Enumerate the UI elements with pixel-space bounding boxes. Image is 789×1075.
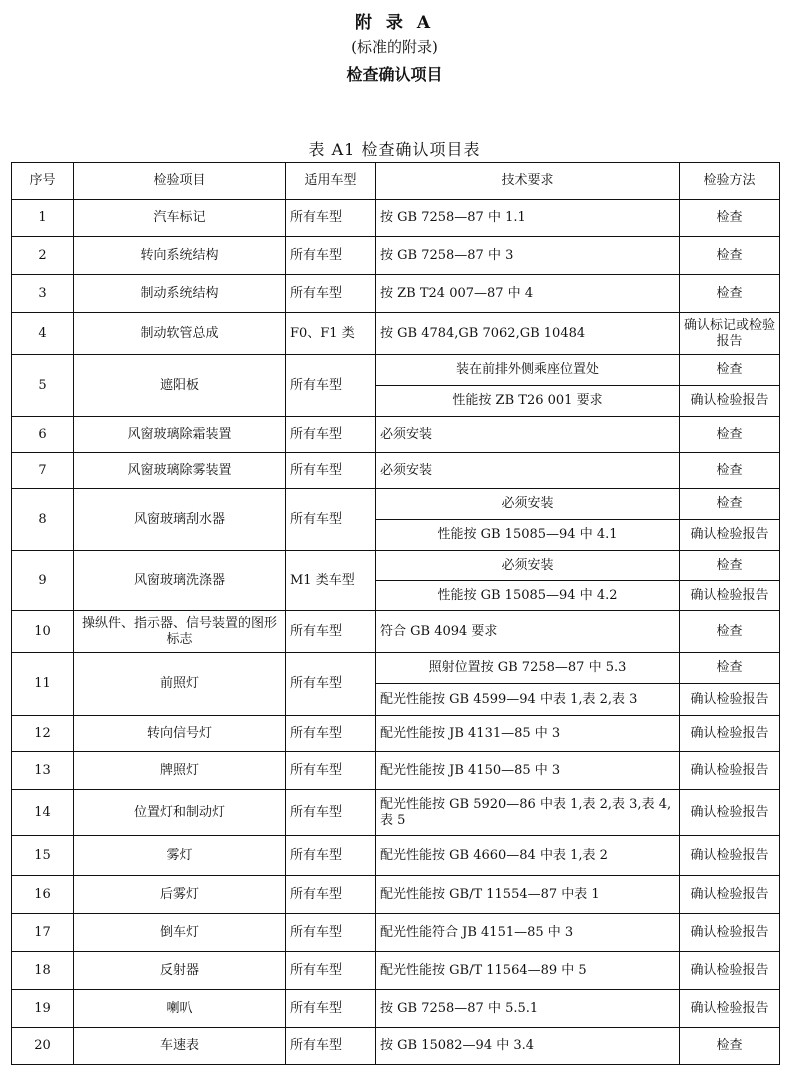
cell-number: 20	[12, 1028, 74, 1065]
cell-requirement: 配光性能按 GB 4660—84 中表 1,表 2	[376, 836, 680, 876]
cell-requirement: 按 GB 7258—87 中 1.1	[376, 200, 680, 237]
cell-requirement: 装在前排外侧乘座位置处	[376, 355, 680, 386]
cell-item: 操纵件、指示器、信号装置的图形标志	[74, 611, 286, 653]
cell-number: 11	[12, 653, 74, 716]
cell-requirement: 配光性能按 GB/T 11564—89 中 5	[376, 952, 680, 990]
cell-requirement: 性能按 GB 15085—94 中 4.2	[376, 581, 680, 611]
col-header-vehicle: 适用车型	[286, 163, 376, 200]
cell-method: 确认检验报告	[680, 914, 780, 952]
table-row	[12, 417, 780, 453]
cell-method: 检查	[680, 653, 780, 684]
appendix-title: 检查确认项目	[346, 65, 443, 84]
cell-item: 转向信号灯	[74, 716, 286, 752]
appendix-note: (标准的附录)	[351, 38, 438, 56]
table-body	[12, 200, 780, 1065]
cell-item: 转向系统结构	[74, 237, 286, 275]
cell-requirement: 按 GB 4784,GB 7062,GB 10484	[376, 313, 680, 355]
cell-method: 确认检验报告	[680, 520, 780, 551]
cell-requirement: 必须安装	[376, 489, 680, 520]
cell-method: 确认检验报告	[680, 752, 780, 790]
inspection-table	[11, 162, 780, 1065]
cell-vehicle: 所有车型	[286, 716, 376, 752]
cell-item: 制动软管总成	[74, 313, 286, 355]
cell-number: 14	[12, 790, 74, 836]
cell-method: 检查	[680, 489, 780, 520]
cell-method: 确认检验报告	[680, 684, 780, 716]
cell-method: 检查	[680, 237, 780, 275]
cell-vehicle: 所有车型	[286, 453, 376, 489]
col-header-method: 检验方法	[680, 163, 780, 200]
cell-requirement: 按 GB 7258—87 中 3	[376, 237, 680, 275]
col-header-number: 序号	[12, 163, 74, 200]
cell-item: 位置灯和制动灯	[74, 790, 286, 836]
cell-method: 确认检验报告	[680, 990, 780, 1028]
cell-number: 18	[12, 952, 74, 990]
table-row	[12, 200, 780, 237]
cell-item: 制动系统结构	[74, 275, 286, 313]
cell-method: 检查	[680, 1028, 780, 1065]
cell-number: 9	[12, 551, 74, 611]
cell-requirement: 性能按 ZB T26 001 要求	[376, 386, 680, 417]
cell-method: 检查	[680, 355, 780, 386]
cell-vehicle: 所有车型	[286, 355, 376, 417]
cell-method: 检查	[680, 200, 780, 237]
cell-vehicle: 所有车型	[286, 790, 376, 836]
cell-method: 确认检验报告	[680, 790, 780, 836]
cell-vehicle: 所有车型	[286, 417, 376, 453]
cell-vehicle: 所有车型	[286, 653, 376, 716]
cell-requirement: 按 GB 15082—94 中 3.4	[376, 1028, 680, 1065]
cell-requirement: 配光性能按 JB 4150—85 中 3	[376, 752, 680, 790]
cell-method: 确认检验报告	[680, 836, 780, 876]
cell-requirement: 照射位置按 GB 7258—87 中 5.3	[376, 653, 680, 684]
cell-item: 雾灯	[74, 836, 286, 876]
cell-vehicle: F0、F1 类	[286, 313, 376, 355]
cell-requirement: 按 GB 7258—87 中 5.5.1	[376, 990, 680, 1028]
table-row	[12, 653, 780, 684]
cell-requirement: 必须安装	[376, 417, 680, 453]
cell-vehicle: 所有车型	[286, 1028, 376, 1065]
cell-number: 15	[12, 836, 74, 876]
cell-requirement: 配光性能按 GB 5920—86 中表 1,表 2,表 3,表 4,表 5	[376, 790, 680, 836]
cell-vehicle: 所有车型	[286, 611, 376, 653]
cell-method: 检查	[680, 611, 780, 653]
cell-requirement: 配光性能按 JB 4131—85 中 3	[376, 716, 680, 752]
col-header-item: 检验项目	[74, 163, 286, 200]
cell-vehicle: 所有车型	[286, 990, 376, 1028]
table-row	[12, 952, 780, 990]
cell-requirement: 符合 GB 4094 要求	[376, 611, 680, 653]
cell-item: 车速表	[74, 1028, 286, 1065]
table-row	[12, 489, 780, 520]
cell-vehicle: 所有车型	[286, 952, 376, 990]
cell-number: 6	[12, 417, 74, 453]
table-header-row	[12, 163, 780, 200]
cell-vehicle: 所有车型	[286, 275, 376, 313]
cell-number: 8	[12, 489, 74, 551]
cell-vehicle: 所有车型	[286, 237, 376, 275]
table-row	[12, 1028, 780, 1065]
cell-method: 确认检验报告	[680, 716, 780, 752]
table-row	[12, 313, 780, 355]
cell-vehicle: 所有车型	[286, 752, 376, 790]
cell-method: 检查	[680, 275, 780, 313]
cell-method: 检查	[680, 417, 780, 453]
cell-vehicle: 所有车型	[286, 200, 376, 237]
table-row	[12, 914, 780, 952]
cell-method: 确认检验报告	[680, 386, 780, 417]
cell-item: 汽车标记	[74, 200, 286, 237]
table-row	[12, 453, 780, 489]
cell-item: 牌照灯	[74, 752, 286, 790]
cell-item: 反射器	[74, 952, 286, 990]
cell-method: 确认检验报告	[680, 581, 780, 611]
table-caption: 表 A1 检查确认项目表	[308, 140, 481, 159]
cell-vehicle: M1 类车型	[286, 551, 376, 611]
cell-number: 7	[12, 453, 74, 489]
cell-method: 检查	[680, 453, 780, 489]
cell-method: 确认标记或检验报告	[680, 313, 780, 355]
cell-item: 后雾灯	[74, 876, 286, 914]
cell-item: 前照灯	[74, 653, 286, 716]
cell-method: 确认检验报告	[680, 952, 780, 990]
cell-requirement: 必须安装	[376, 551, 680, 581]
cell-number: 19	[12, 990, 74, 1028]
cell-number: 3	[12, 275, 74, 313]
table-row	[12, 990, 780, 1028]
cell-method: 检查	[680, 551, 780, 581]
table-row	[12, 876, 780, 914]
table-row	[12, 275, 780, 313]
table-row	[12, 790, 780, 836]
cell-number: 12	[12, 716, 74, 752]
cell-requirement: 配光性能按 GB/T 11554—87 中表 1	[376, 876, 680, 914]
cell-requirement: 配光性能符合 JB 4151—85 中 3	[376, 914, 680, 952]
cell-vehicle: 所有车型	[286, 836, 376, 876]
cell-number: 13	[12, 752, 74, 790]
cell-vehicle: 所有车型	[286, 914, 376, 952]
cell-number: 5	[12, 355, 74, 417]
cell-item: 遮阳板	[74, 355, 286, 417]
cell-vehicle: 所有车型	[286, 489, 376, 551]
cell-item: 风窗玻璃刮水器	[74, 489, 286, 551]
cell-number: 1	[12, 200, 74, 237]
cell-method: 确认检验报告	[680, 876, 780, 914]
table-row	[12, 551, 780, 581]
table-row	[12, 716, 780, 752]
cell-number: 16	[12, 876, 74, 914]
cell-requirement: 按 ZB T24 007—87 中 4	[376, 275, 680, 313]
cell-requirement: 性能按 GB 15085—94 中 4.1	[376, 520, 680, 551]
table-row	[12, 752, 780, 790]
cell-item: 风窗玻璃洗涤器	[74, 551, 286, 611]
cell-item: 喇叭	[74, 990, 286, 1028]
table-row	[12, 237, 780, 275]
table-row	[12, 836, 780, 876]
appendix-heading: 附 录 A	[354, 13, 435, 33]
table-row	[12, 355, 780, 386]
cell-number: 17	[12, 914, 74, 952]
cell-item: 风窗玻璃除雾装置	[74, 453, 286, 489]
cell-item: 倒车灯	[74, 914, 286, 952]
col-header-requirement: 技术要求	[376, 163, 680, 200]
cell-requirement: 配光性能按 GB 4599—94 中表 1,表 2,表 3	[376, 684, 680, 716]
table-row	[12, 611, 780, 653]
cell-number: 2	[12, 237, 74, 275]
cell-vehicle: 所有车型	[286, 876, 376, 914]
cell-number: 10	[12, 611, 74, 653]
cell-number: 4	[12, 313, 74, 355]
cell-requirement: 必须安装	[376, 453, 680, 489]
cell-item: 风窗玻璃除霜装置	[74, 417, 286, 453]
